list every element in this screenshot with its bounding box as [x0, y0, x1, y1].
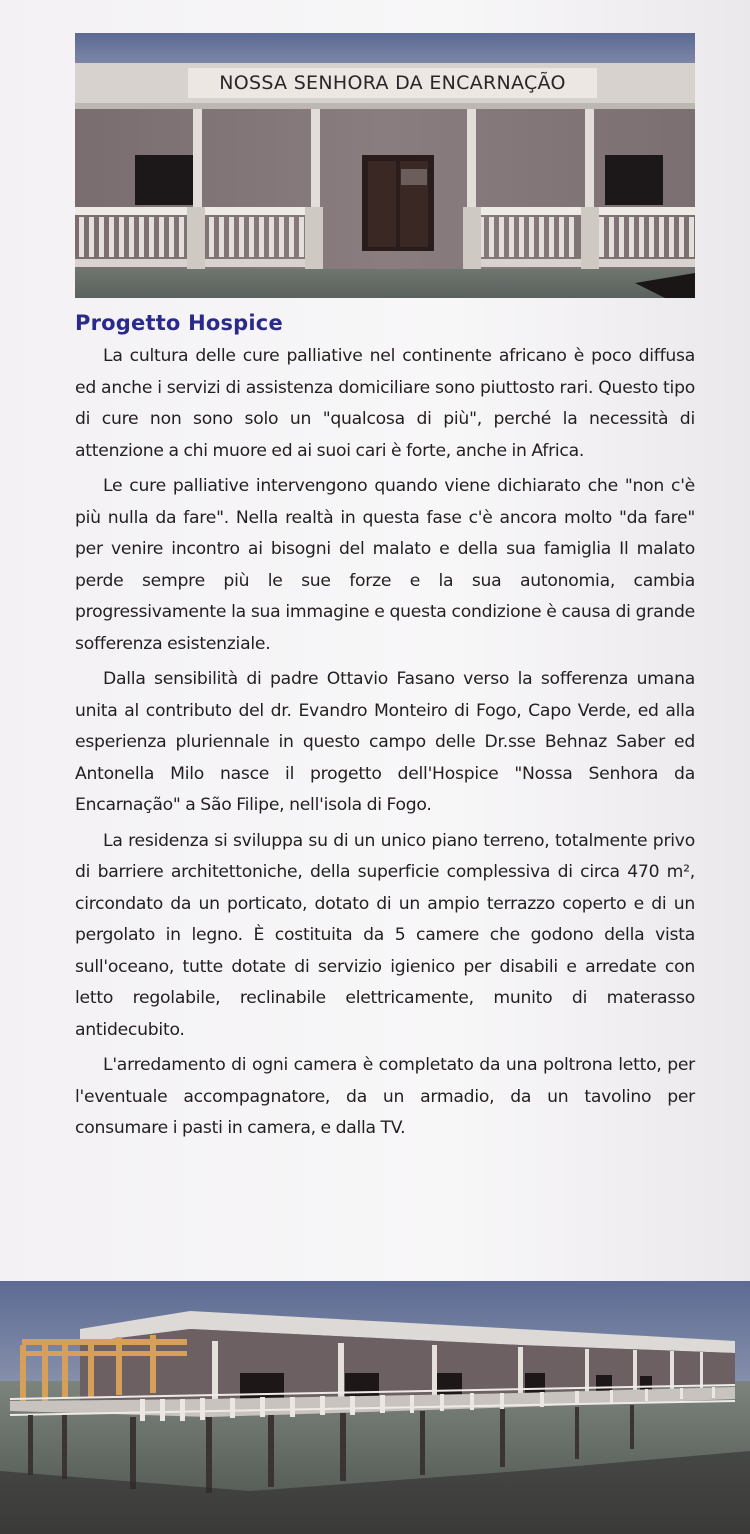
facade-sign: NOSSA SENHORA DA ENCARNAÇÃO	[188, 68, 597, 98]
article-title: Progetto Hospice	[75, 311, 283, 335]
perspective-illustration	[0, 1281, 750, 1534]
article-paragraph: La residenza si sviluppa su di un unico piano terreno, totalmente privo di barriere architettoniche, della superficie complessiva di circa 470 m², circondato da un porticato, dotato di un ampio terrazzo coperto e di un pergolato in legno. È costituita da 5 camere che godono della vista sull'oceano, tutte dotate di servizio igienico per disabili e arredate con letto regolabile, reclinabile elettricamente, munito di materasso antidecubito.	[75, 830, 695, 1040]
article-paragraph: Dalla sensibilità di padre Ottavio Fasano verso la sofferenza umana unita al contributo del dr. Evandro Monteiro di Fogo, Capo Verde, ed alla esperienza pluriennale in questo campo delle Dr.sse Behnaz Saber ed Antonella Milo nasce il progetto dell'Hospice "Nossa Senhora da Encarnação" a São Filipe, nell'isola di Fogo.	[75, 669, 695, 815]
hospice-facade-render	[75, 33, 695, 298]
article	[75, 311, 695, 1149]
article-paragraph: L'arredamento di ogni camera è completato da una poltrona letto, per l'eventuale accompagnatore, da un armadio, da un tavolino per consumare i pasti in camera, e dalla TV.	[75, 1055, 695, 1138]
article-paragraph: La cultura delle cure palliative nel continente africano è poco diffusa ed anche i servizi di assistenza domiciliare sono piuttosto rari. Questo tipo di cure non sono solo un "qualcosa di più", perché la necessità di attenzione a chi muore ed ai suoi cari è forte, anche in Africa.	[75, 346, 695, 461]
article-paragraph: Le cure palliative intervengono quando viene dichiarato che "non c'è più nulla da fare". Nella realtà in questa fase c'è ancora molto "da fare" per venire incontro ai bisogni del malato e della sua famiglia Il malato perde sempre più le sue forze e la sua autonomia, cambia progressivamente la sua immagine e questa condizione è causa di grande sofferenza esistenziale.	[75, 476, 695, 654]
hospice-perspective-render	[0, 1281, 750, 1534]
